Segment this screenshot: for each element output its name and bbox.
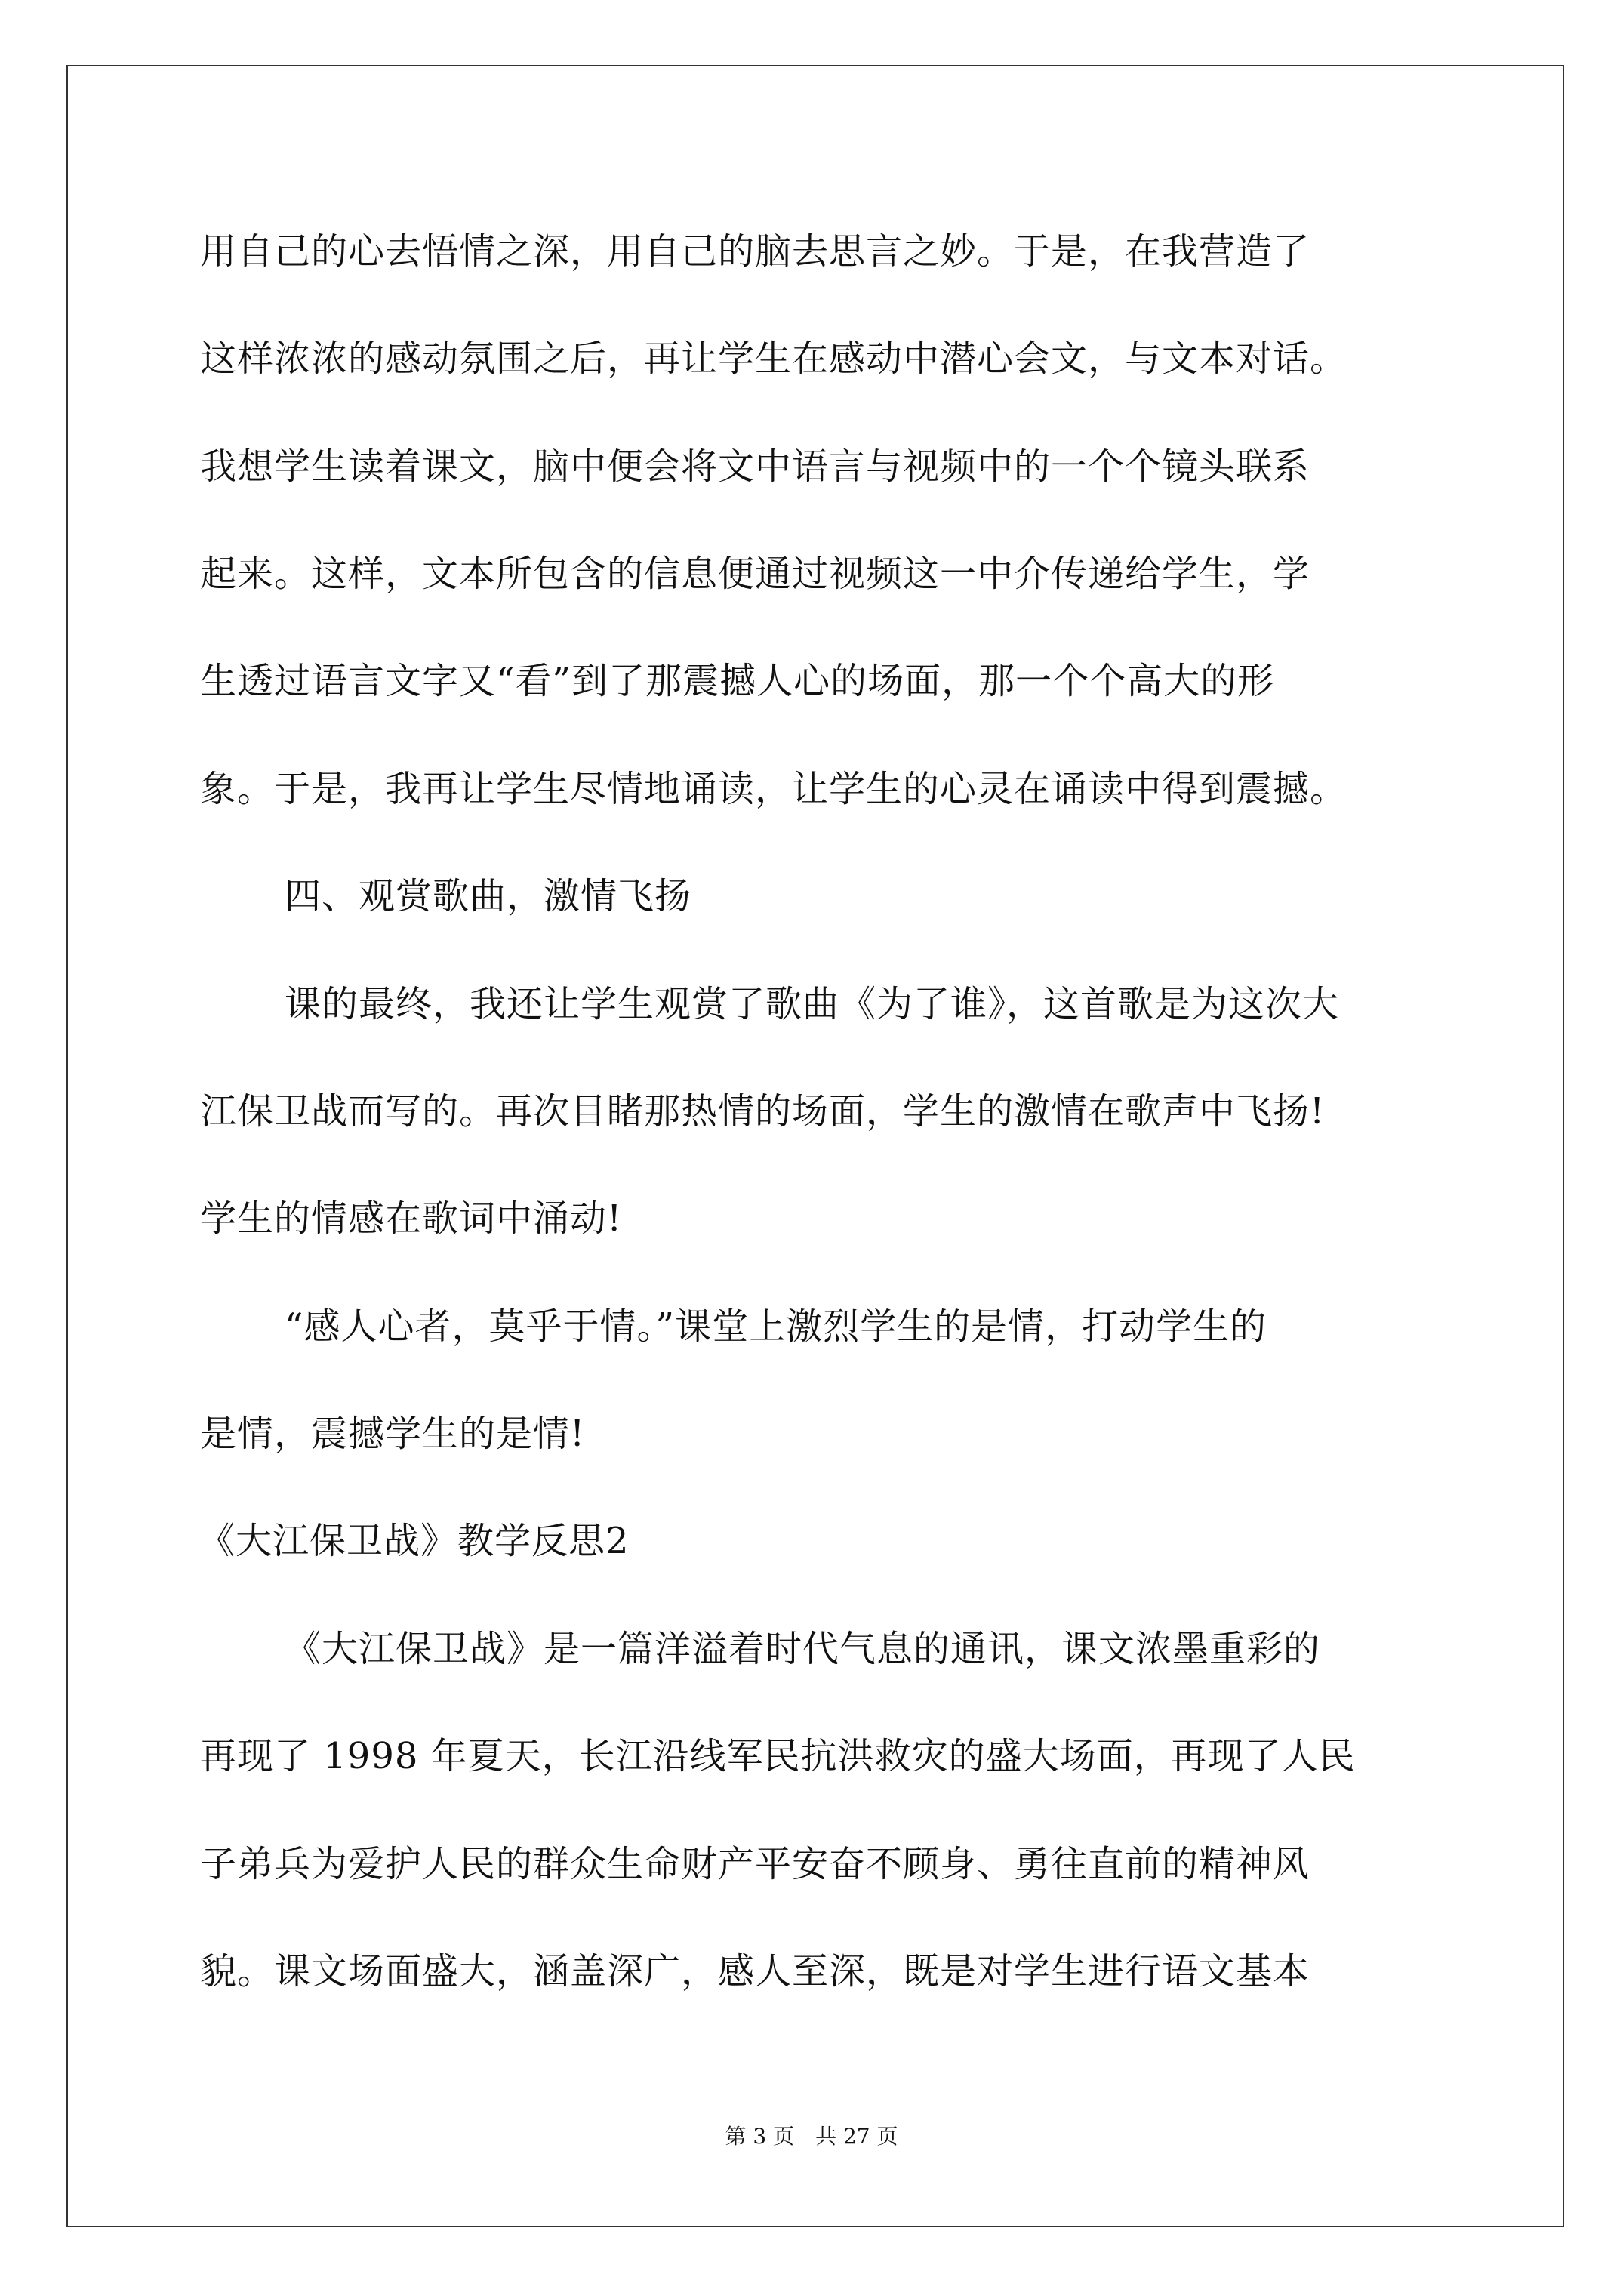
text-line: 我想学生读着课文，脑中便会将文中语言与视频中的一个个镜头联系 (200, 445, 1310, 488)
paragraph-start: 《大江保卫战》是一篇洋溢着时代气息的通讯，课文浓墨重彩的 (285, 1628, 1321, 1670)
text-line: 这样浓浓的感动氛围之后，再让学生在感动中潜心会文，与文本对话。 (200, 337, 1347, 380)
article-title: 《大江保卫战》教学反思2 (199, 1520, 630, 1562)
section-heading: 四、观赏歌曲，激情飞扬 (285, 875, 692, 917)
text-line: 起来。这样，文本所包含的信息便通过视频这一中介传递给学生，学 (200, 553, 1310, 595)
text-line: 是情，震撼学生的是情! (200, 1413, 586, 1455)
paragraph-start: “感人心者，莫乎于情。”课堂上激烈学生的是情，打动学生的 (285, 1305, 1267, 1348)
text-line: 貌。课文场面盛大，涵盖深广，感人至深，既是对学生进行语文基本 (200, 1950, 1310, 1992)
text-line: 象。于是，我再让学生尽情地诵读，让学生的心灵在诵读中得到震撼。 (200, 768, 1347, 810)
text-line: 子弟兵为爱护人民的群众生命财产平安奋不顾身、勇往直前的精神风 (200, 1843, 1310, 1885)
text-line: 江保卫战而写的。再次目睹那热情的场面，学生的激情在歌声中飞扬! (200, 1090, 1326, 1133)
text-line: 学生的情感在歌词中涌动! (200, 1197, 623, 1240)
text-line: 用自己的心去悟情之深，用自己的脑去思言之妙。于是，在我营造了 (200, 230, 1310, 273)
page-frame (66, 65, 1564, 2227)
paragraph-start: 课的最终，我还让学生观赏了歌曲《为了谁》，这首歌是为这次大 (285, 983, 1340, 1025)
text-line: 生透过语言文字又“看”到了那震撼人心的场面，那一个个高大的形 (200, 660, 1275, 702)
text-line: 再现了 1998 年夏天，长江沿线军民抗洪救灾的盛大场面，再现了人民 (200, 1735, 1356, 1777)
page-number-footer: 第 3 页 共 27 页 (725, 2124, 898, 2149)
